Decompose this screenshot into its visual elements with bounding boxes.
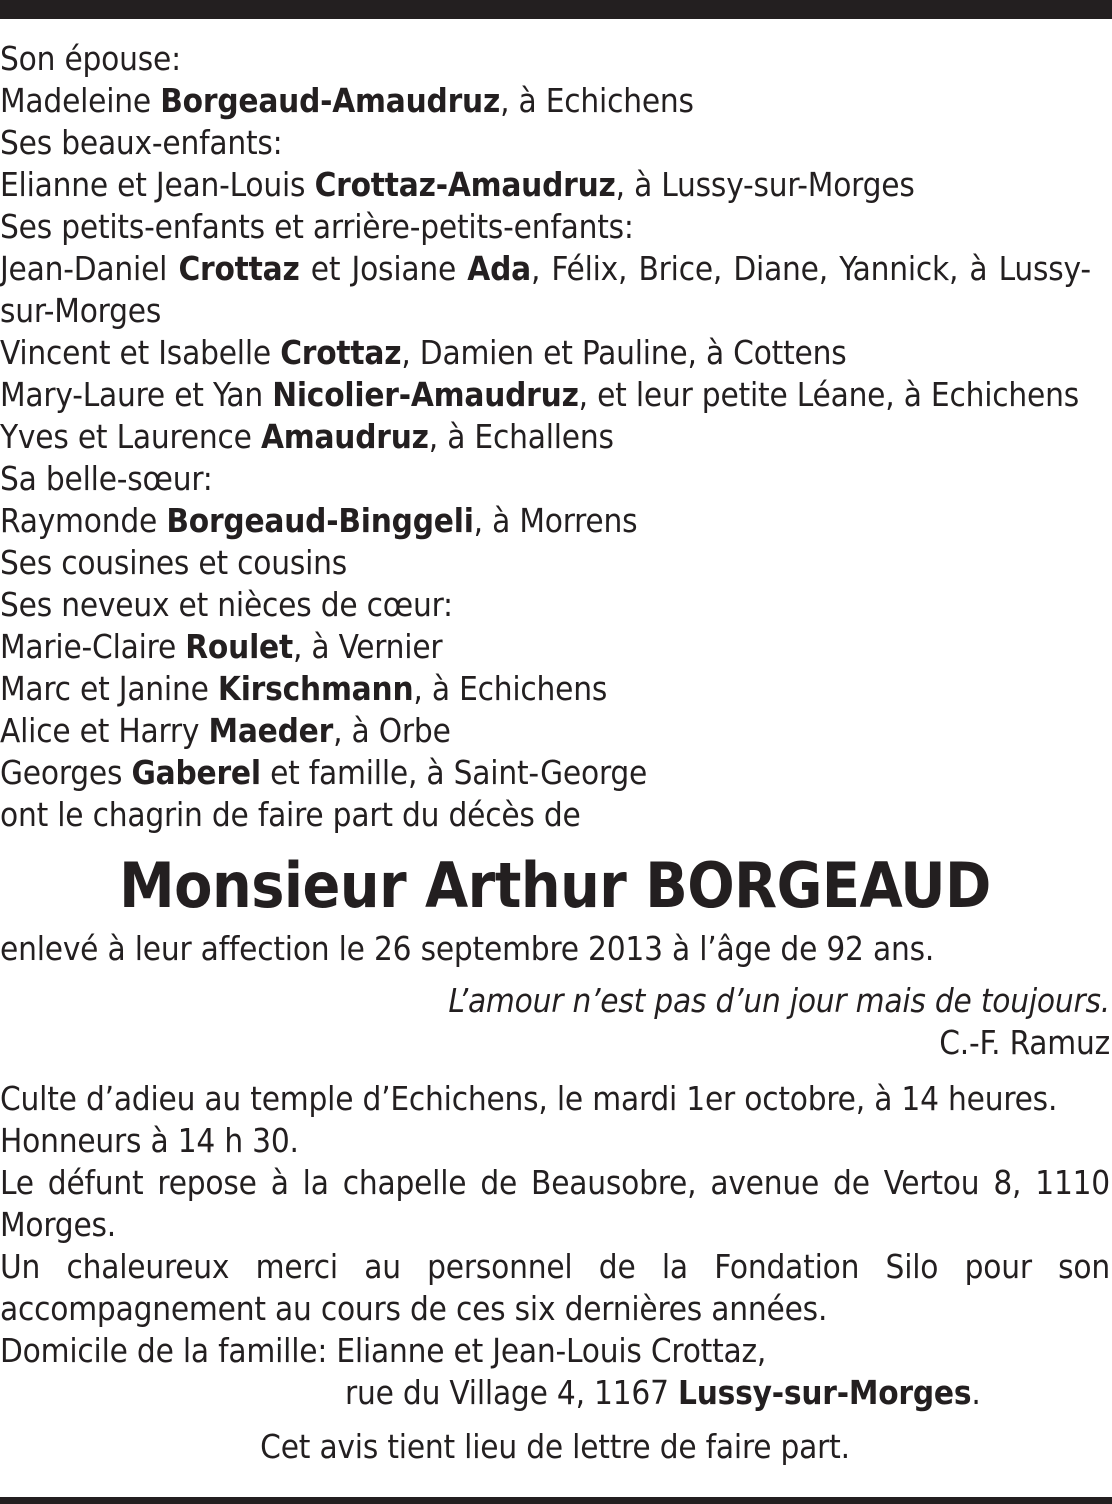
place: , à Lussy-sur-Morges: [615, 165, 915, 204]
street: rue du Village 4, 1167: [345, 1373, 678, 1412]
others: , à Echallens: [428, 417, 614, 456]
town: Lussy-sur-Morges: [678, 1373, 972, 1412]
sister-in-law-heading: Sa belle-sœur:: [0, 459, 213, 498]
surname: Nicolier-Amaudruz: [272, 375, 579, 414]
obituary-notice: [0, 38, 1110, 1468]
surname: Ada: [467, 249, 531, 288]
bottom-rule: [0, 1497, 1112, 1504]
thanks-paragraph: Un chaleureux merci au personnel de la Fondation Silo pour son accompagnement au cours de ces six dernières années.: [0, 1247, 1110, 1328]
quote-text: L’amour n’est pas d’un jour mais de toujours.: [448, 981, 1110, 1020]
place: et famille, à Saint-George: [260, 753, 648, 792]
nephew-line-1: [0, 626, 1110, 668]
first-names: Alice et Harry: [0, 711, 200, 750]
domicile-label: Domicile de la famille: Elianne et Jean-Louis Crottaz,: [0, 1331, 767, 1370]
grandchildren-line-4: [0, 416, 1110, 458]
first-names: Raymonde: [0, 501, 158, 540]
first-names: Georges: [0, 753, 123, 792]
death-date-line: enlevé à leur affection le 26 septembre 2013 à l’âge de 92 ans.: [0, 929, 935, 968]
others: , Damien et Pauline, à Cottens: [401, 333, 847, 372]
period: .: [971, 1373, 981, 1412]
nephews-heading: Ses neveux et nièces de cœur:: [0, 585, 453, 624]
first-names: Yves et Laurence: [0, 417, 252, 456]
top-rule: [0, 0, 1112, 19]
grandchildren-line-3: [0, 374, 1110, 416]
chapel-paragraph: Le défunt repose à la chapelle de Beausobre, avenue de Vertou 8, 1110 Morges.: [0, 1163, 1110, 1244]
grandchildren-heading: Ses petits-enfants et arrière-petits-enfants:: [0, 207, 634, 246]
grandchildren-line-1-cont: sur-Morges: [0, 291, 162, 330]
spouse-heading: Son épouse:: [0, 39, 181, 78]
surname: Crottaz-Amaudruz: [314, 165, 616, 204]
service-line: Culte d’adieu au temple d’Echichens, le mardi 1er octobre, à 14 heures.: [0, 1079, 1058, 1118]
place: , à Echichens: [413, 669, 608, 708]
surname: Roulet: [185, 627, 293, 666]
others: , Félix, Brice, Diane, Yannick, à Lussy-: [530, 249, 1091, 288]
surname: Borgeaud-Binggeli: [166, 501, 474, 540]
nephew-line-3: [0, 710, 1110, 752]
surname: Gaberel: [131, 753, 261, 792]
sister-in-law-line: [0, 500, 1110, 542]
first-names: Madeleine: [0, 81, 152, 120]
nephew-line-2: [0, 668, 1110, 710]
nephew-line-4: [0, 752, 1110, 794]
surname: Amaudruz: [260, 417, 429, 456]
first-names: et Josiane: [299, 249, 457, 288]
first-names: Marc et Janine: [0, 669, 209, 708]
grandchildren-line-2: [0, 332, 1110, 374]
first-names: Vincent et Isabelle: [0, 333, 271, 372]
first-names: Jean-Daniel: [0, 249, 168, 288]
surname: Maeder: [208, 711, 334, 750]
surname: Crottaz: [178, 249, 300, 288]
others: , et leur petite Léane, à Echichens: [578, 375, 1079, 414]
grandchildren-line-1: [0, 248, 1110, 290]
surname: Crottaz: [280, 333, 402, 372]
surname: Kirschmann: [217, 669, 414, 708]
announcement-line: ont le chagrin de faire part du décès de: [0, 795, 581, 834]
honours-line: Honneurs à 14 h 30.: [0, 1121, 299, 1160]
stepchildren-line: [0, 164, 1110, 206]
first-names: Mary-Laure et Yan: [0, 375, 263, 414]
domicile-address: [0, 1372, 1110, 1414]
closing-note: Cet avis tient lieu de lettre de faire part.: [260, 1427, 850, 1466]
first-names: Marie-Claire: [0, 627, 177, 666]
cousins-line: Ses cousines et cousins: [0, 543, 348, 582]
deceased-name: Monsieur Arthur BORGEAUD: [119, 849, 991, 922]
stepchildren-heading: Ses beaux-enfants:: [0, 123, 283, 162]
place: , à Morrens: [473, 501, 638, 540]
surname: Borgeaud-Amaudruz: [160, 81, 501, 120]
place: , à Orbe: [333, 711, 451, 750]
first-names: Elianne et Jean-Louis: [0, 165, 306, 204]
spouse-line: [0, 80, 1110, 122]
place: , à Vernier: [292, 627, 443, 666]
place: , à Echichens: [500, 81, 694, 120]
quote-author: C.-F. Ramuz: [939, 1023, 1110, 1062]
